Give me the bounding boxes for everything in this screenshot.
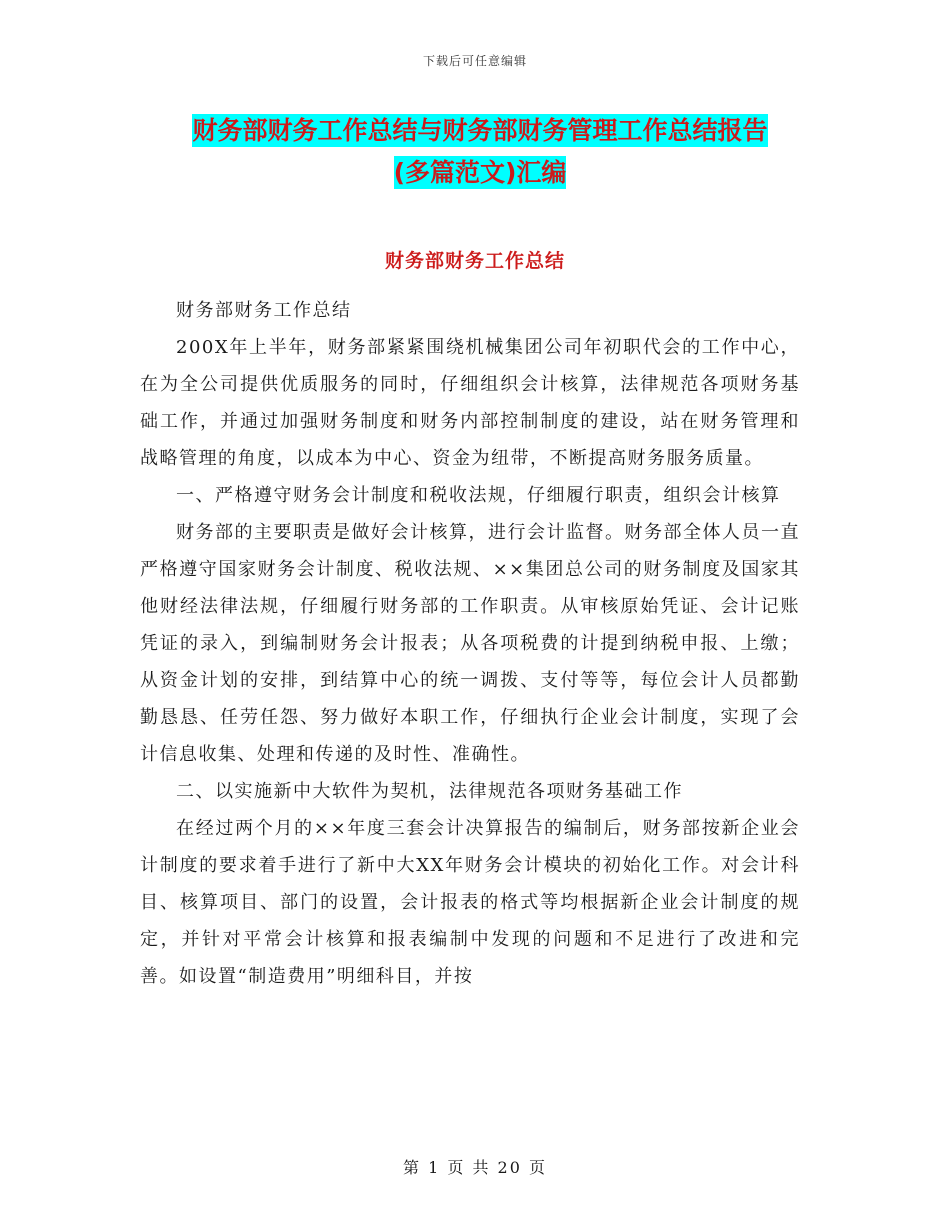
title-line-2: (多篇范文)汇编 [393,158,567,187]
paragraph: 一、严格遵守财务会计制度和税收法规，仔细履行职责，组织会计核算 [176,485,781,506]
document-body [140,292,800,995]
document-title [140,110,820,194]
paragraph: 财务部财务工作总结 [176,300,352,321]
page-number: 第 1 页 共 20 页 [403,1158,547,1177]
title-line-1: 财务部财务工作总结与财务部财务管理工作总结报告 [192,116,768,145]
paragraph: 在经过两个月的××年度三套会计决算报告的编制后，财务部按新企业会计制度的要求着手进行了新中大XX年财务会计模块的初始化工作。对会计科目、核算项目、部门的设置，会计报表的格式等均根据新企业会计制度的规定，并针对平常会计核算和报表编制中发现的问题和不足进行了改进和完善。如设置“制造费用”明细科目，并按 [140,818,800,987]
header-note: 下载后可任意编辑 [422,54,527,68]
paragraph: 财务部的主要职责是做好会计核算，进行会计监督。财务部全体人员一直严格遵守国家财务会计制度、税收法规、××集团总公司的财务制度及国家其他财经法律法规，仔细履行财务部的工作职责。从审核原始凭证、会计记账凭证的录入，到编制财务会计报表；从各项税费的计提到纳税申报、上缴；从资金计划的安排，到结算中心的统一调拨、支付等等，每位会计人员都勤勤恳恳、任劳任怨、努力做好本职工作，仔细执行企业会计制度，实现了会计信息收集、处理和传递的及时性、准确性。 [140,522,800,765]
section-title: 财务部财务工作总结 [384,250,565,272]
paragraph: 二、以实施新中大软件为契机，法律规范各项财务基础工作 [176,781,683,802]
paragraph: 200X年上半年，财务部紧紧围绕机械集团公司年初职代会的工作中心，在为全公司提供优质服务的同时，仔细组织会计核算，法律规范各项财务基础工作，并通过加强财务制度和财务内部控制制度的建设，站在财务管理和战略管理的角度，以成本为中心、资金为纽带，不断提高财务服务质量。 [140,337,800,469]
